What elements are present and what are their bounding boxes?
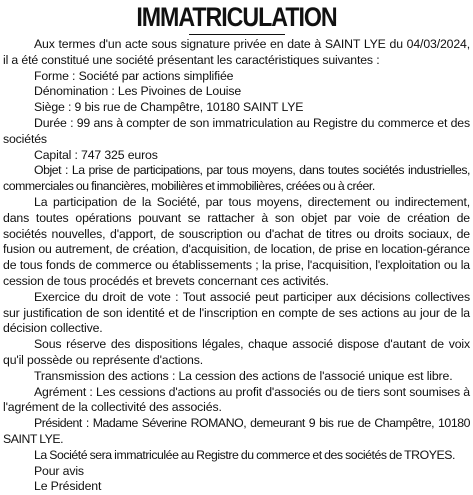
intro-paragraph: Aux termes d'un acte sous signature privée en date à SAINT LYE du 04/03/2024, il a été constitué une société présentant les caractéristiques suivantes : <box>3 37 470 67</box>
voting-paragraph: Exercice du droit de vote : Tout associé peut participer aux décisions collectives sur justification de son identité et de l'inscription en compte de ses actions au jour de la décision collective. <box>3 289 470 336</box>
transfer-paragraph: Transmission des actions : La cession des actions de l'associé unique est libre. <box>34 368 453 383</box>
name-line: Dénomination : Les Pivoines de Louise <box>34 84 242 99</box>
registration-paragraph: La Société sera immatriculée au Registre du commerce et des sociétés de TROYES. <box>34 447 455 462</box>
participation-paragraph: La participation de la Société, par tous moyens, directement ou indirectement, dans toutes opérations pouvant se rattacher à son objet par voie de création de sociétés nouvelles, d'apport, de souscription ou d'achat de titres ou droits sociaux, de fusion ou autrement, de création, d'acquisition, de location, de prise en location-gérance de tous fonds de commerce ou établissements ; la prise, l'acquisition, l'exploitation ou la cession de tous procédés et brevets concernant ces activités. <box>3 194 470 288</box>
form-line: Forme : Société par actions simplifiée <box>34 68 234 83</box>
title-underline <box>189 34 285 35</box>
for-notice-line: Pour avis <box>34 463 84 478</box>
signature-line: Le Président <box>34 479 102 494</box>
approval-paragraph: Agrément : Les cessions d'actions au profit d'associés ou de tiers sont soumises à l'agrément de la collectivité des associés. <box>3 384 470 415</box>
notice-title: IMMATRICULATION <box>136 2 337 32</box>
notice-body <box>3 37 470 495</box>
votes-paragraph: Sous réserve des dispositions légales, chaque associé dispose d'autant de voix qu'il possède ou représente d'actions. <box>3 337 470 367</box>
president-paragraph: Président : Madame Séverine ROMANO, demeurant 9 bis rue de Champêtre, 10180 SAINT LYE. <box>3 416 470 446</box>
duration-paragraph: Durée : 99 ans à compter de son immatriculation au Registre du commerce et des sociétés <box>3 115 470 146</box>
purpose-paragraph: Objet : La prise de participations, par tous moyens, dans toutes sociétés industrielles, commerciales ou financières, mobilières et immobilières, créées ou à créer. <box>3 163 470 194</box>
seat-line: Siège : 9 bis rue de Champêtre, 10180 SAINT LYE <box>34 100 304 115</box>
capital-line: Capital : 747 325 euros <box>34 147 158 162</box>
